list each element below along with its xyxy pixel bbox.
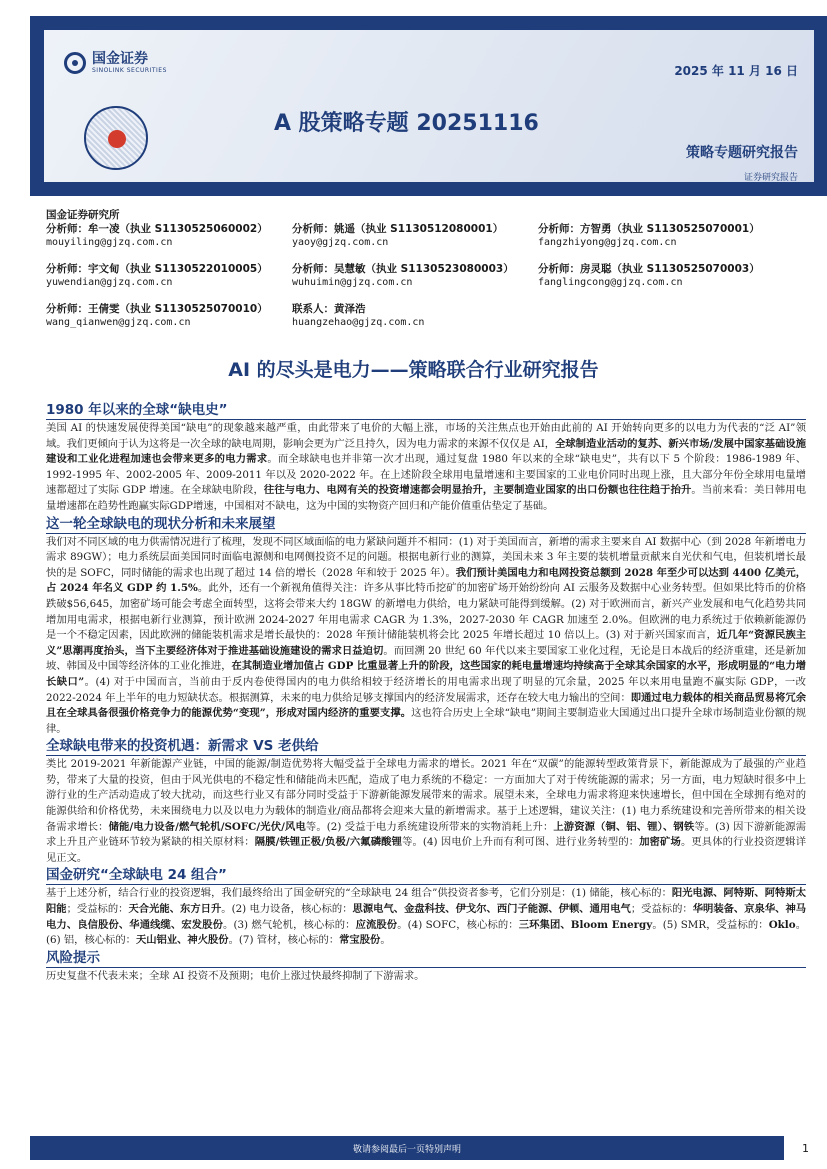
text-run: 。(5) SMR，受益标的：: [652, 918, 769, 931]
text-run: 美国 AI 的快速发展使得美国“缺电”的现象越来越严重，由此带来了电价的大幅上涨，市场的关注焦点也开始由此前的 AI 开始转向更多的以电力为代表的“泛 AI”领域。我们更倾向于认为这将是一次全球的缺电周期，影响会更为广泛且持久，因为电力需求的来源不仅仅是 AI，: [46, 422, 806, 450]
bold-text-run: 即通过电力载体的相关商品贸易将冗余且在全球具备很强价格竞争力的能源优势“变现”，形成对国内经济的重要支撑。: [46, 691, 806, 720]
text-run: 。: [380, 934, 391, 947]
section-heading: 全球缺电带来的投资机遇：新需求 VS 老供给: [46, 738, 806, 756]
analyst-entry: [46, 222, 292, 250]
research-org: 国金证券研究所: [46, 209, 120, 221]
analyst-email[interactable]: mouyiling@gjzq.com.cn: [46, 237, 173, 248]
text-run: 类比 2019-2021 年新能源产业链，中国的能源/制造优势将大幅受益于全球电力需求的增长。2021 年在“双碳”的能源转型政策背景下，新能源成为了最强的产业趋势，带来了大量的投资，但由于风光供电的不稳定性和储能尚未匹配，造成了电力系统的不稳定：一方面加大了对于传统能源的需求；另一方面，电力短缺时很多中上游行业的生产活动造成了较大扰动，而这些行业又有部分同时受益于下游新能源发展带来的需求。展望未来，全球电力需求将迎来快速增长，但中国在全球拥有绝对的能源供给和价格优势，未来围绕电力以及以电力为载体的制造业/商品都将会迎来大量的新增需求。基于上述逻辑，建议关注：(1) 电力系统建设和完善所带来的相关设备需求增长：: [46, 758, 806, 833]
bold-text-run: 上游资源（铜、铝、锂）、钢铁: [553, 820, 695, 833]
section-paragraph: [46, 421, 806, 515]
main-title: AI 的尽头是电力——策略联合行业研究报告: [228, 359, 599, 381]
section-heading: 国金研究“全球缺电 24 组合”: [46, 867, 806, 885]
analyst-email[interactable]: yuwendian@gjzq.com.cn: [46, 277, 173, 288]
section-heading: 这一轮全球缺电的现状分析和未来展望: [46, 516, 806, 534]
analyst-entry: [46, 262, 292, 290]
footer-disclaimer: 敬请参阅最后一页特别声明: [352, 1145, 461, 1155]
section-paragraph: [46, 535, 806, 738]
section-heading: 1980 年以来的全球“缺电史”: [46, 402, 806, 420]
bold-text-run: 近几年“资源民族主义”思潮再度抬头，当下主要经济体对于推进基础设施建设的需求日益迫切: [46, 629, 806, 657]
text-run: 。(6) 铝，核心标的：: [46, 918, 807, 947]
bold-text-run: 隔膜/铁锂正极/负极/六氟磷酸锂: [254, 836, 403, 849]
text-run: 。而回溯 20 世纪 60 年代以来主要国家工业化过程，无论是日本战后的经济重建，还是新加坡、韩国及中国等经济体的工业化推进，: [46, 644, 807, 673]
text-run: 我们对不同区域的电力供需情况进行了梳理，发现不同区域面临的电力紧缺问题并不相同：(1) 对于美国而言，新增的需求主要来自 AI 数据中心（到 2028 年新增电力需求 89GW）；电力系统层面美国同时面临电源侧和电网侧投资不足的问题。根据电新行业的测算，美国未来 3 年主要的装机增量贡献来自光伏和气电，但装机增长最快的是 SOFC，同时储能的需求也出现了超过 14 倍的增长（2028 年和较于 2025 年）。: [46, 535, 807, 579]
analyst-entry: [538, 262, 784, 290]
analyst-email[interactable]: wuhuimin@gjzq.com.cn: [292, 277, 413, 288]
analyst-email[interactable]: yaoy@gjzq.com.cn: [292, 237, 389, 248]
report-date: 2025 年 11 月 16 日: [674, 64, 798, 78]
text-run: 。(4) 对于中国而言，当前由于反内卷使得国内的电力供给相较于经济增长的用电需求出现了明显的冗余量，2025 年以来用电量跑不赢实际 GDP，一改 2022-2024 年上半年的电力短缺状态。根据测算，未来的电力供给足够支撑国内的经济发展需求，还存在较大电力输出的空间：: [46, 675, 806, 704]
bold-text-run: 阳光电源、阿特斯、阿特斯太阳能: [46, 887, 806, 916]
text-run: 。(3) 燃气轮机，核心标的：: [223, 918, 356, 931]
analyst-name: 分析师：吴慧敏（执业 S1130523080003）: [292, 263, 514, 275]
bold-text-run: 华明装备、京泉华、神马电力、良信股份、华通线缆、宏发股份: [46, 903, 807, 931]
analyst-name: 联系人：黄泽浩: [292, 303, 366, 315]
bold-text-run: Oklo: [768, 918, 796, 931]
report-subtype: 证券研究报告: [743, 173, 798, 182]
bold-text-run: 在其制造业增加值占 GDP 比重显著上升的阶段，这些国家的耗电量增速均持续高于全球其余国家的水平，形成明显的“电力增长缺口”: [46, 660, 807, 688]
analyst-entry: [292, 302, 538, 330]
text-run: 。当前来看：美日韩用电量增速都在趋势性跑赢实际GDP增速，中国相对不缺电，这为中国的实物资产回归和产能价值重估垫定了基础。: [46, 484, 806, 512]
section-paragraph: [46, 886, 806, 948]
text-run: ；受益标的：: [630, 903, 693, 916]
section-paragraph: [46, 757, 806, 866]
text-run: 等。(4) 因电价上升而有利可图、进行业务转型的：: [402, 836, 640, 849]
text-run: 。而全球缺电也并非第一次才出现，通过复盘 1980 年以来的全球“缺电史”，共有以下 5 个阶段：1986-1989 年、1992-1995 年、2002-2005 年、2009-2011 年以及 2020-2022 年。在上述阶段全球用电量增速和主要国家的工业电价同时出现上涨，且大部分年份全球用电量增速都超过了实际 GDP 增速。在全球缺电阶段，: [46, 453, 806, 497]
section-heading: 风险提示: [46, 950, 806, 968]
analyst-email[interactable]: fanglingcong@gjzq.com.cn: [538, 277, 683, 288]
report-type: 策略专题研究报告: [686, 145, 798, 161]
analyst-name: 分析师：宇文甸（执业 S1130522010005）: [46, 263, 268, 275]
report-body: [46, 402, 806, 985]
analyst-name: 分析师：姚遥（执业 S1130512080001）: [292, 223, 504, 235]
analyst-name: 分析师：牟一凌（执业 S1130525060002）: [46, 223, 268, 235]
qr-logo-icon: [108, 130, 126, 148]
text-run: 基于上述分析，结合行业的投资逻辑，我们最终给出了国金研究的“全球缺电 24 组合”供投资者参考，它们分别是：(1) 储能，核心标的：: [46, 887, 672, 900]
bold-text-run: 三环集团、Bloom Energy: [518, 918, 653, 931]
analyst-entry: [538, 222, 784, 250]
bold-text-run: 往往与电力、电网有关的投资增速都会明显抬升，主要制造业国家的出口份额也往往趋于抬升: [263, 484, 692, 497]
analyst-entry: [292, 222, 538, 250]
logo-icon: [64, 52, 86, 74]
analyst-email[interactable]: fangzhiyong@gjzq.com.cn: [538, 237, 677, 248]
company-name-en: SINOLINK SECURITIES: [92, 67, 167, 74]
analyst-name: 分析师：方智勇（执业 S1130525070001）: [538, 223, 760, 235]
page-number: 1: [802, 1142, 809, 1155]
analyst-email[interactable]: huangzehao@gjzq.com.cn: [292, 317, 425, 328]
company-logo: [64, 52, 167, 74]
header-banner: [30, 16, 827, 196]
bold-text-run: 天山铝业、神火股份: [135, 934, 229, 947]
analyst-email[interactable]: wang_qianwen@gjzq.com.cn: [46, 317, 191, 328]
qr-code-icon: [84, 106, 148, 170]
analyst-name: 分析师：房灵聪（执业 S1130525070003）: [538, 263, 760, 275]
text-run: 。(4) SOFC，核心标的：: [397, 918, 519, 931]
text-run: 等。(2) 受益于电力系统建设所带来的实物消耗上升：: [305, 820, 554, 833]
analyst-grid: [46, 222, 806, 330]
analyst-block: [46, 208, 806, 330]
company-name: 国金证券: [92, 51, 148, 67]
report-title: A 股策略专题 20251116: [274, 111, 539, 136]
section-paragraph: [46, 969, 806, 985]
banner-background: [44, 30, 814, 182]
text-run: 这也符合历史上全球“缺电”期间主要制造业大国通过出口提升全球市场制造业份额的规律。: [46, 707, 806, 735]
text-run: ；受益标的：: [66, 903, 129, 916]
bold-text-run: 全球制造业活动的复苏、新兴市场/发展中国家基础设施建设和工业化进程加速也会带来更多的电力需求: [46, 437, 806, 466]
analyst-entry: [292, 262, 538, 290]
text-run: 历史复盘不代表未来；全球 AI 投资不及预期；电价上涨过快最终抑制了下游需求。: [46, 969, 425, 982]
text-run: 等。(3) 因下游新能源需求上升且产业链环节较为紧缺的相关原材料：: [46, 820, 807, 849]
analyst-entry: [46, 302, 292, 330]
bold-text-run: 储能/电力设备/燃气轮机/SOFC/光伏/风电: [108, 820, 306, 833]
bold-text-run: 天合光能、东方日升: [128, 903, 222, 916]
bold-text-run: 应流股份: [355, 918, 398, 931]
footer-bar: [30, 1136, 784, 1160]
text-run: 。(7) 管材，核心标的：: [228, 934, 340, 947]
bold-text-run: 我们预计美国电力和电网投资总额到 2028 年至少可以达到 4400 亿美元，占 2024 年名义 GDP 约 1.5%: [46, 566, 806, 595]
text-run: 。此外，还有一个新视角值得关注：许多从事比特币挖矿的加密矿场开始纷纷向 AI 云服务及数据中心业务转型。但如果比特币的价格跌破$56,645，加密矿场可能会考虑全面转型，这将会带来大约 18GW 的新增电力供给，电力紧缺可能得到缓解。(2) 对于欧洲而言，新兴产业发展和电气化趋势共同增加用电需求，根据电新行业测算，预计欧洲 2024-2027 年用电需求 CAGR 为 1.3%，2027-2030 年 CAGR 加速至 2.0%。但欧洲的电力系统过于依赖新能源仍是一个不稳定因素，因此欧洲的储能装机需求是增长最快的：2028 年预计储能装机将会比 2025 年增长超过 10 倍以上。(3) 对于新兴国家而言，: [46, 582, 806, 642]
bold-text-run: 常宝股份: [339, 934, 381, 947]
report-type-block: [686, 142, 798, 182]
text-run: 。更具体的行业投资逻辑详见正文。: [46, 836, 807, 864]
text-run: 。(2) 电力设备，核心标的：: [221, 903, 353, 916]
bold-text-run: 加密矿场: [639, 836, 681, 849]
analyst-name: 分析师：王倩雯（执业 S1130525070010）: [46, 303, 268, 315]
bold-text-run: 思源电气、金盘科技、伊戈尔、西门子能源、伊顿、通用电气: [352, 903, 631, 916]
